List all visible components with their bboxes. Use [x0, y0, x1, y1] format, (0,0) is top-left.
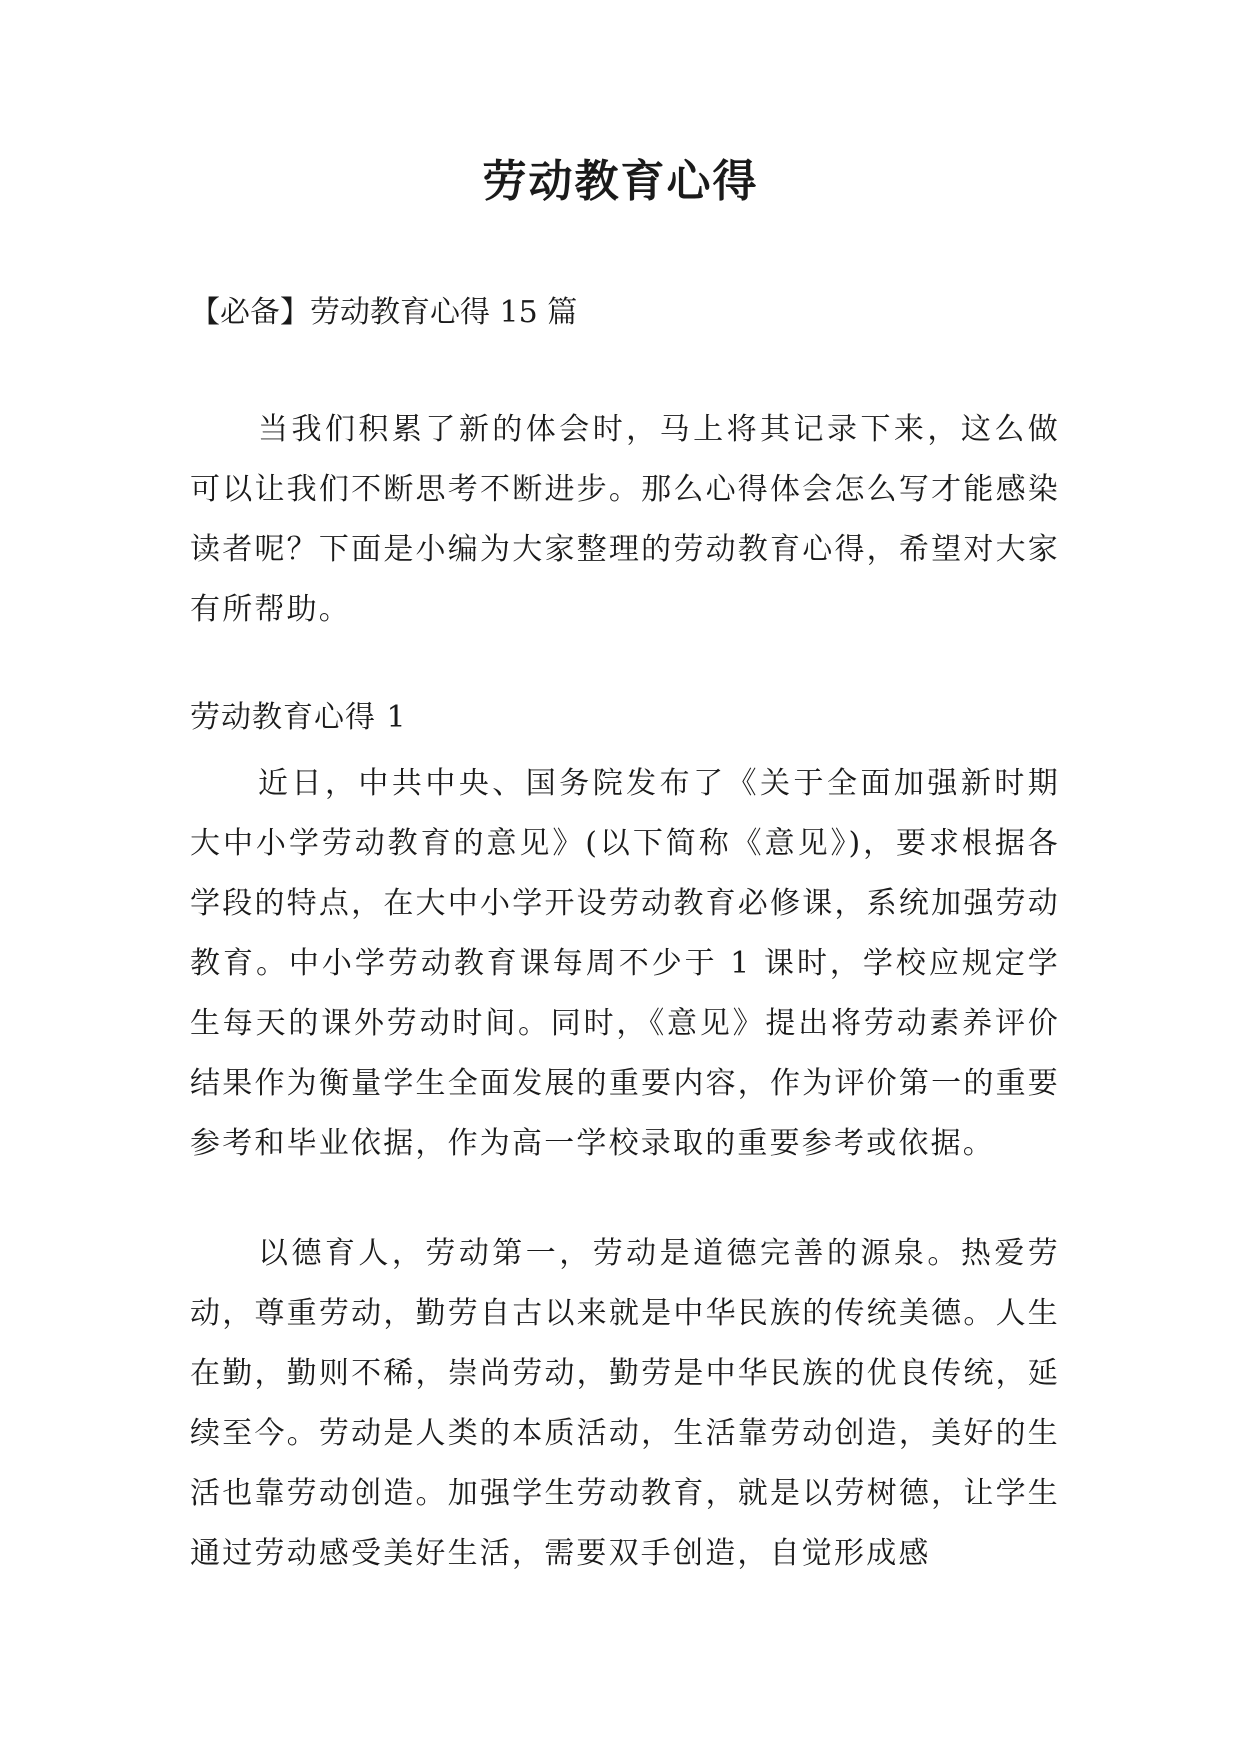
document-subtitle: 【必备】劳动教育心得 15 篇 — [190, 295, 578, 330]
body-paragraph: 以德育人，劳动第一，劳动是道德完善的源泉。热爱劳动，尊重劳动，勤劳自古以来就是中华民族的传统美德。人生在勤，勤则不稀，崇尚劳动，勤劳是中华民族的优良传统，延续至今。劳动是人类的本质活动，生活靠劳动创造，美好的生活也靠劳动创造。加强学生劳动教育，就是以劳树德，让学生通过劳动感受美好生活，需要双手创造，自觉形成感 — [190, 1236, 1060, 1571]
intro-paragraph: 当我们积累了新的体会时，马上将其记录下来，这么做可以让我们不断思考不断进步。那么心得体会怎么写才能感染读者呢？下面是小编为大家整理的劳动教育心得，希望对大家有所帮助。 — [190, 412, 1060, 627]
document-title: 劳动教育心得 — [482, 156, 759, 207]
section-heading: 劳动教育心得 1 — [190, 700, 407, 735]
body-paragraph: 近日，中共中央、国务院发布了《关于全面加强新时期大中小学劳动教育的意见》(以下简称《意见》)，要求根据各学段的特点，在大中小学开设劳动教育必修课，系统加强劳动教育。中小学劳动教育课每周不少于 1 课时，学校应规定学生每天的课外劳动时间。同时，《意见》提出将劳动素养评价结果作为衡量学生全面发展的重要内容，作为评价第一的重要参考和毕业依据，作为高一学校录取的重要参考或依据。 — [190, 766, 1060, 1161]
